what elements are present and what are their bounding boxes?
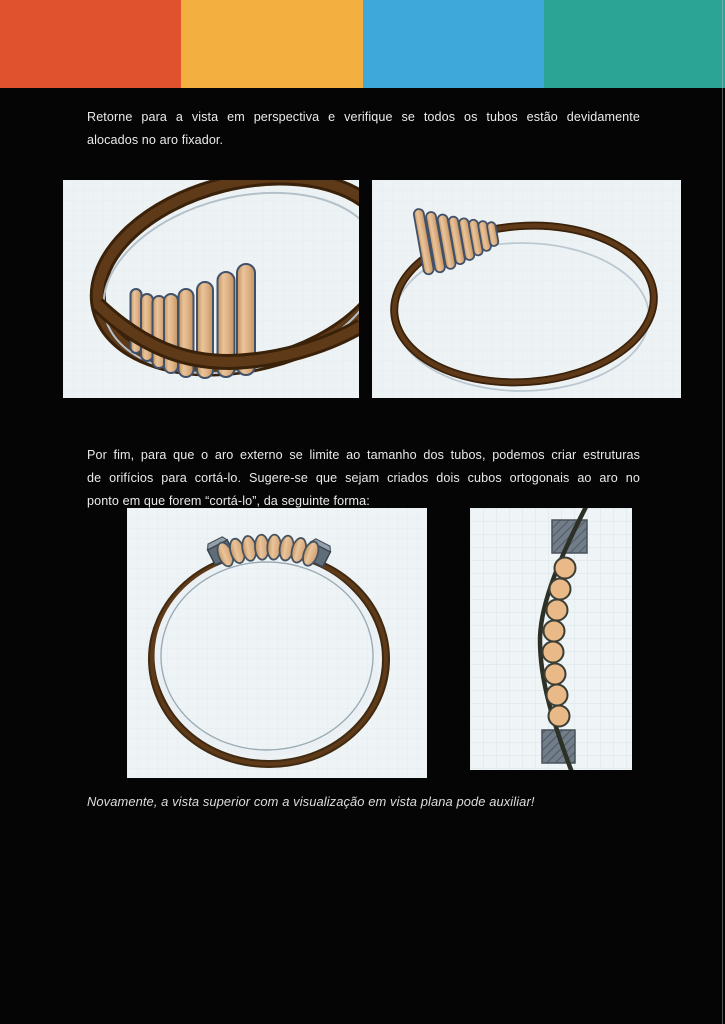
header-teal-block — [544, 0, 725, 88]
figure-perspective-full — [372, 180, 681, 398]
header-red-block — [0, 0, 181, 88]
paragraph-line: Por fim, para que o aro externo se limite ao tamanho dos tubos, podemos criar estruturas — [87, 448, 640, 462]
paragraph-line: alocados no aro fixador. — [87, 133, 224, 147]
figure-top-view — [127, 508, 427, 778]
header-color-band — [0, 0, 725, 88]
note-italic: Novamente, a vista superior com a visualização em vista plana pode auxiliar! — [87, 794, 535, 809]
paragraph-line: ponto em que forem “cortá-lo”, da seguinte forma: — [87, 494, 370, 508]
paragraph-line: de orifícios para cortá-lo. Sugere-se que sejam criados dois cubos ortogonais ao aro no — [87, 471, 640, 485]
figure-top-view-zoom — [470, 508, 632, 770]
page-edge-line — [722, 0, 723, 1024]
header-amber-block — [181, 0, 362, 88]
paragraph-line: Retorne para a vista em perspectiva e verifique se todos os tubos estão devidamente — [87, 110, 640, 124]
paragraph-instructions — [87, 444, 640, 513]
figure-perspective-closeup — [63, 180, 359, 398]
paragraph-intro — [87, 106, 640, 152]
header-blue-block — [363, 0, 544, 88]
